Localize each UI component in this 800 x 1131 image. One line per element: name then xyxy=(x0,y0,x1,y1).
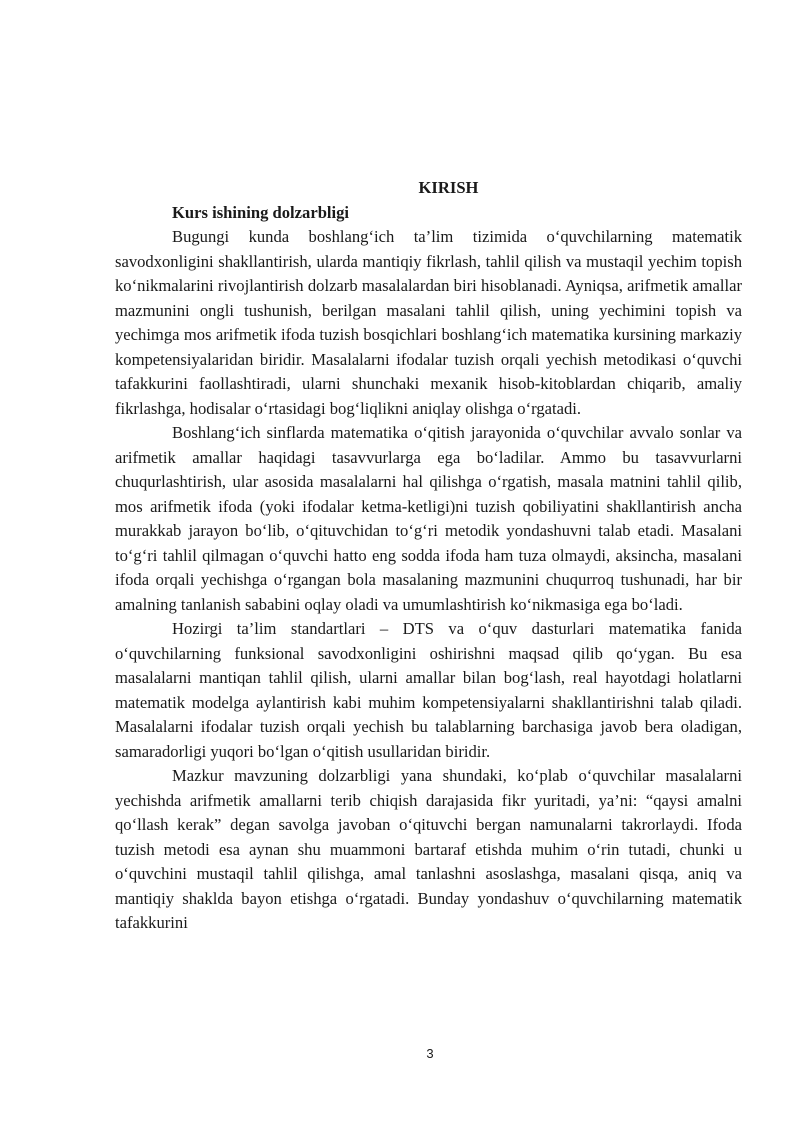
section-subheading: Kurs ishining dolzarbligi xyxy=(172,202,350,222)
paragraph-4: Mazkur mavzuning dolzarbligi yana shundaki, ko‘plab o‘quvchilar masalalarni yechishda arifmetik amallarni terib chiqish darajasida fikr yuritadi, ya’ni: “qaysi amalni qo‘llash kerak” degan savolga javoban o‘qituvchi bergan namunalarni takrorlaydi. Ifoda tuzish metodi esa aynan shu muammoni bartaraf etishda muhim o‘rin tutadi, chunki u o‘quvchini mustaqil tahlil qilishga, amal tanlashni asoslashga, masalani qisqa, aniq va mantiqiy shaklda bayon etishga o‘rgatadi. Bunday yondashuv o‘quvchilarning matematik tafakkurini xyxy=(115,766,742,932)
section-heading: KIRISH xyxy=(418,178,479,197)
document-page xyxy=(115,176,742,936)
paragraph-3: Hozirgi ta’lim standartlari – DTS va o‘quv dasturlari matematika fanida o‘quvchilarning funksional savodxonligini oshirishni maqsad qilib qo‘ygan. Bu esa masalalarni mantiqan tahlil qilish, ularni amallar bilan bog‘lash, real hayotdagi holatlarni matematik modelga aylantirish kabi muhim kompetensiyalarni shakllantirishni talab qiladi. Masalalarni ifodalar tuzish orqali yechish bu talablarning barchasiga javob bera oladigan, samaradorligi yuqori bo‘lgan o‘qitish usullaridan biridir. xyxy=(115,619,742,761)
paragraph-2: Boshlang‘ich sinflarda matematika o‘qitish jarayonida o‘quvchilar avvalo sonlar va arifmetik amallar haqidagi tasavvurlarga ega bo‘ladilar. Ammo bu tasavvurlarni chuqurlashtirish, ular asosida masalalarni hal qilishga o‘rgatish, masala matnini tahlil qilib, mos arifmetik ifoda (yoki ifodalar ketma-ketligi)ni tuzish qobiliyatini shakllantirish ancha murakkab jarayon bo‘lib, o‘qituvchidan to‘g‘ri metodik yondashuvni talab etadi. Masalani to‘g‘ri tahlil qilmagan o‘quvchi hatto eng sodda ifoda ham tuza olmaydi, aksincha, masalani ifoda orqali yechishga o‘rgangan bola masalaning mazmunini chuqurroq tushunadi, har bir amalning tanlanish sababini oqlay oladi va umumlashtirish ko‘nikmasiga ega bo‘ladi. xyxy=(115,423,742,614)
paragraph-1: Bugungi kunda boshlang‘ich ta’lim tizimida o‘quvchilarning matematik savodxonligini shakllantirish, ularda mantiqiy fikrlash, tahlil qilish va mustaqil yechim topish ko‘nikmalarini rivojlantirish dolzarb masalalardan biri hisoblanadi. Ayniqsa, arifmetik amallar mazmunini ongli tushunish, berilgan masalani tahlil qilish, uning yechimini topish va yechimga mos arifmetik ifoda tuzish bosqichlari boshlang‘ich matematika kursining markaziy kompetensiyalaridan biridir. Masalalarni ifodalar tuzish orqali yechish metodikasi o‘quvchi tafakkurini faollashtiradi, ularni shunchaki mexanik hisob-kitoblardan chiqarib, amaliy fikrlashga, hodisalar o‘rtasidagi bog‘liqlikni aniqlay olishga o‘rgatadi. xyxy=(115,227,742,418)
page-number: 3 xyxy=(426,1046,434,1061)
